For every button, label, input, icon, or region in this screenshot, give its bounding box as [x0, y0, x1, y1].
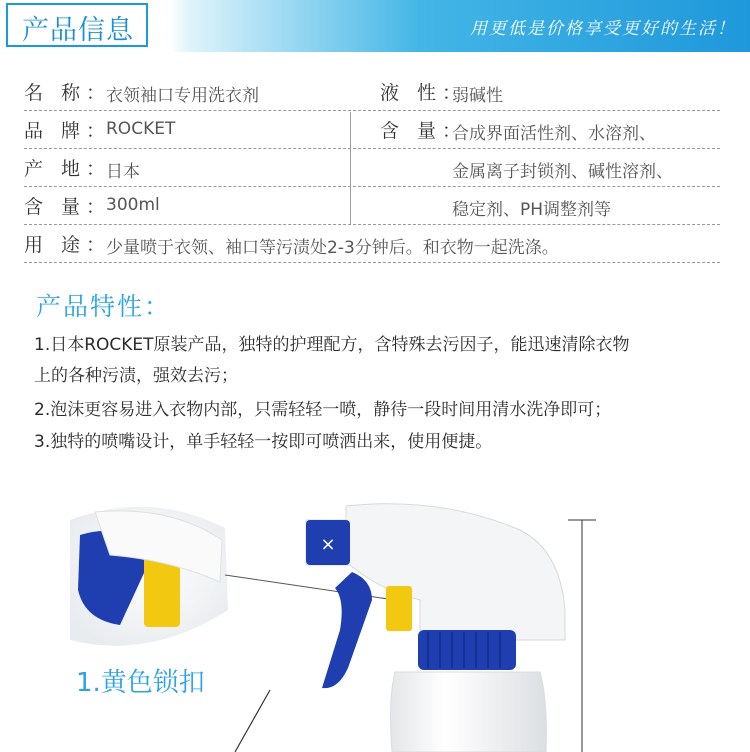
feature-line-1b: 上的各种污渍，强效去污；	[34, 366, 238, 386]
ingredients-line-3: 稳定剂、PH调整剂等	[452, 200, 612, 220]
feature-line-2: 2.泡沫更容易进入衣物内部，只需轻轻一喷，静待一段时间用清水洗净即可；	[34, 400, 612, 420]
feature-line-3: 3.独特的喷嘴设计，单手轻轻一按即可喷洒出来，使用便捷。	[34, 432, 493, 452]
volume-value: 300ml	[106, 195, 160, 215]
ingredients-line-2: 金属离子封锁剂、碱性溶剂、	[452, 162, 673, 182]
bottle-body	[391, 672, 547, 752]
product-photo	[0, 470, 750, 752]
name-value: 衣领袖口专用洗衣剂	[106, 86, 259, 106]
row-divider	[24, 262, 720, 263]
row-divider	[24, 224, 720, 225]
callout-label: 1.黄色锁扣	[76, 668, 205, 698]
liquid-label: 液 性：	[380, 82, 468, 104]
trigger	[322, 572, 372, 688]
feature-line-1: 1.日本ROCKET原装产品，独特的护理配方，含特殊去污因子，能迅速清除衣物	[34, 335, 630, 355]
header-banner	[0, 0, 750, 52]
column-divider	[350, 112, 351, 224]
page-title: 产品信息	[22, 15, 134, 46]
sprayer	[306, 504, 565, 752]
slogan-text: 用更低是价格享受更好的生活！	[470, 19, 736, 39]
brand-value: ROCKET	[106, 119, 176, 139]
volume-label: 含 量：	[24, 196, 112, 218]
usage-value: 少量喷于衣领、袖口等污渍处2-3分钟后。和衣物一起洗涤。	[106, 238, 559, 258]
pointer-line	[235, 690, 270, 752]
nozzle-mark: ×	[320, 534, 336, 555]
features-title: 产品特性：	[36, 292, 172, 321]
row-divider	[24, 186, 720, 187]
origin-value: 日本	[106, 162, 140, 182]
yellow-lock	[386, 586, 412, 631]
zoom-detail	[70, 507, 228, 646]
row-divider	[24, 148, 720, 149]
ingredients-label: 含 量：	[380, 120, 468, 142]
ingredients-line-1: 合成界面活性剂、水溶剂、	[452, 124, 656, 144]
name-label: 名 称：	[24, 82, 112, 104]
usage-label: 用 途：	[24, 234, 112, 256]
liquid-value: 弱碱性	[452, 86, 503, 106]
bottle-cap	[418, 630, 516, 670]
origin-label: 产 地：	[24, 158, 112, 180]
brand-label: 品 牌：	[24, 120, 112, 142]
title-box	[6, 3, 148, 47]
row-divider	[24, 110, 720, 111]
